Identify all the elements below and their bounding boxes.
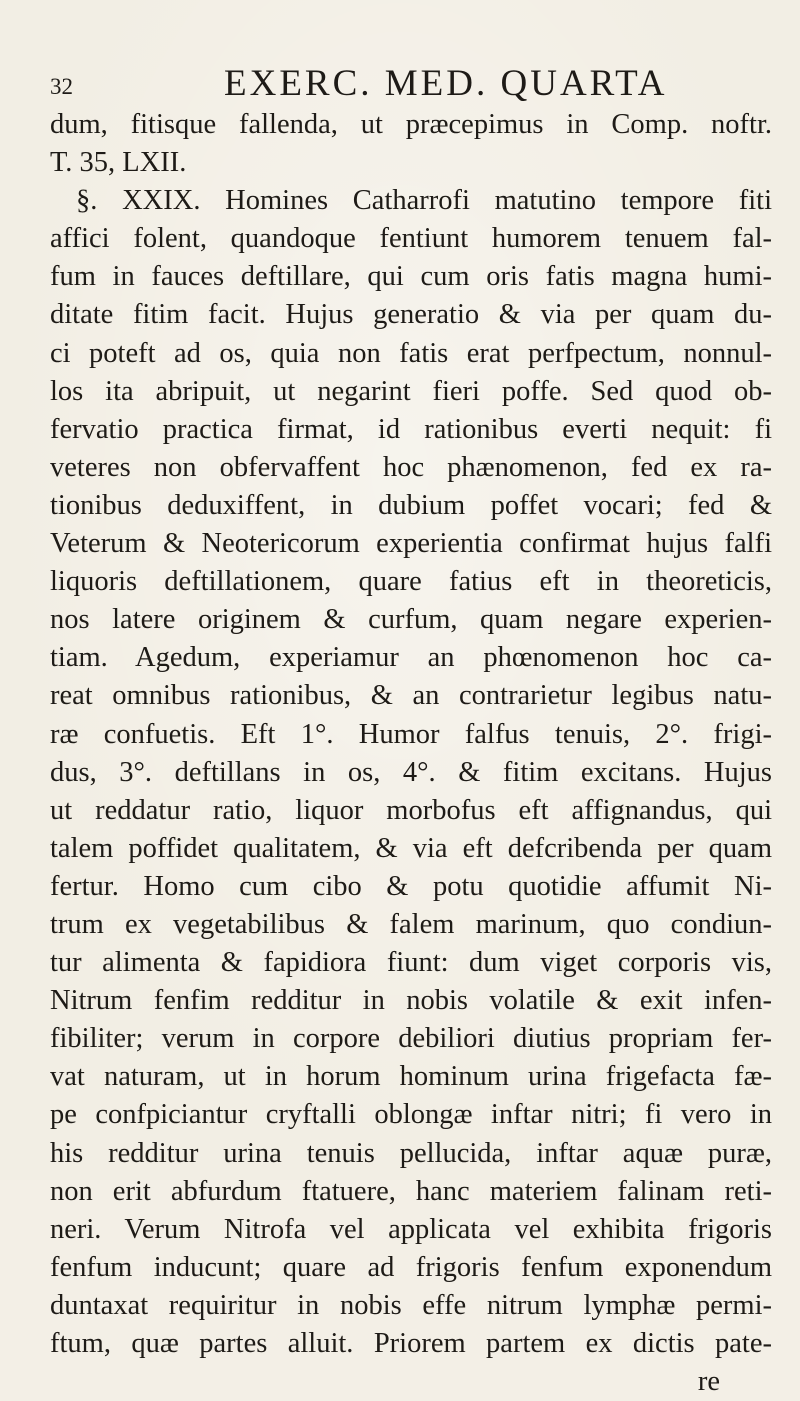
text-line: Veterum & Neotericorum experientia confirmat hujus falfi (50, 528, 772, 560)
catchword: re (697, 1366, 720, 1398)
text-line: fibiliter; verum in corpore debiliori diutius propriam fer- (50, 1023, 772, 1055)
text-line: ditate fitim facit. Hujus generatio & via per quam du- (50, 299, 772, 331)
text-line: liquoris deftillationem, quare fatius eft in theoreticis, (50, 566, 772, 598)
page-number: 32 (50, 74, 73, 99)
text-line: pe confpiciantur cryftalli oblongæ inftar nitri; fi vero in (50, 1099, 772, 1131)
text-line: dus, 3°. deftillans in os, 4°. & fitim excitans. Hujus (50, 756, 772, 788)
text-line: nos latere originem & curfum, quam negare experien- (50, 604, 772, 636)
text-line: non erit abfurdum ftatuere, hanc materiem falinam reti- (50, 1175, 772, 1207)
text-line: tur alimenta & fapidiora fiunt: dum viget corporis vis, (50, 947, 772, 979)
page-header (50, 62, 750, 102)
text-line: his redditur urina tenuis pellucida, inftar aquæ puræ, (50, 1137, 772, 1169)
text-line: fum in fauces deftillare, qui cum oris fatis magna humi- (50, 261, 772, 293)
text-line: duntaxat requiritur in nobis effe nitrum lymphæ permi- (50, 1289, 772, 1321)
text-line: reat omnibus rationibus, & an contrarietur legibus natu- (50, 680, 772, 712)
text-line: dum, fitisque fallenda, ut præcepimus in Comp. noftr. (50, 109, 772, 140)
text-line: fenfum inducunt; quare ad frigoris fenfum exponendum (50, 1251, 772, 1283)
text-line: trum ex vegetabilibus & falem marinum, quo condiun- (50, 908, 772, 940)
text-line: ræ confuetis. Eft 1°. Humor falfus tenuis, 2°. frigi- (50, 718, 772, 750)
text-line: los ita abripuit, ut negarint fieri poffe. Sed quod ob- (50, 375, 772, 407)
text-line: vat naturam, ut in horum hominum urina frigefacta fæ- (50, 1061, 772, 1093)
text-line: ut reddatur ratio, liquor morbofus eft affignandus, qui (50, 794, 772, 826)
text-line: ftum, quæ partes alluit. Priorem partem ex dictis pate- (50, 1328, 772, 1359)
running-title: EXERC. MED. QUARTA (224, 63, 668, 104)
text-line: talem poffidet qualitatem, & via eft defcribenda per quam (50, 832, 772, 864)
text-line: ci poteft ad os, quia non fatis erat perfpectum, nonnul- (50, 337, 772, 369)
text-line: fervatio practica firmat, id rationibus everti nequit: fi (50, 413, 772, 445)
text-line: tiam. Agedum, experiamur an phœnomenon hoc ca- (50, 642, 772, 674)
text-line: neri. Verum Nitrofa vel applicata vel exhibita frigoris (50, 1213, 772, 1245)
text-line: veteres non obfervaffent hoc phænomenon, fed ex ra- (50, 451, 772, 483)
text-line: affici folent, quandoque fentiunt humorem tenuem fal- (50, 223, 772, 255)
text-line: fertur. Homo cum cibo & potu quotidie affumit Ni- (50, 870, 772, 902)
text-line: Nitrum fenfim redditur in nobis volatile & exit infen- (50, 985, 772, 1017)
text-line: tionibus deduxiffent, in dubium poffet vocari; fed & (50, 489, 772, 521)
body-text (50, 106, 772, 1401)
text-line: §. XXIX. Homines Catharrofi matutino tempore fiti (76, 185, 772, 217)
text-line: T. 35, LXII. (50, 147, 187, 179)
